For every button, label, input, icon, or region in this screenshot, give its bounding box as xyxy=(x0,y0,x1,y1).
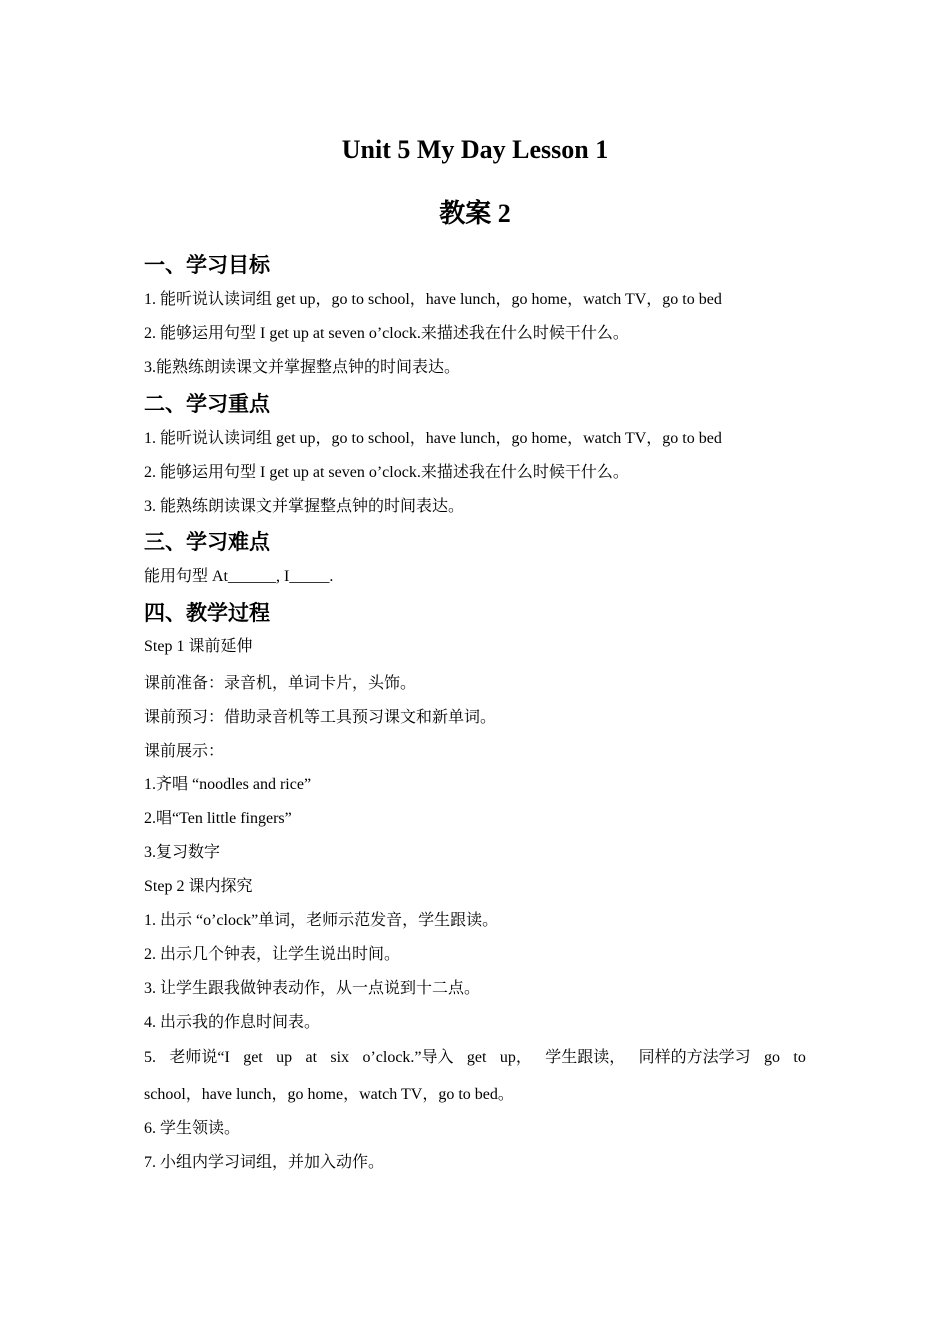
document-title: Unit 5 My Day Lesson 1 xyxy=(341,135,609,164)
step2-item-5-line-2: school，have lunch，go home，watch TV，go to bed。 xyxy=(144,1086,514,1103)
difficulty-item-1: 能用句型 At______, I_____. xyxy=(144,568,334,585)
step2-item-1: 1. 出示 “o’clock”单词，老师示范发音，学生跟读。 xyxy=(144,912,499,929)
step2-item-6: 6. 学生领读。 xyxy=(144,1120,241,1137)
step1-item-5: 2.唱“Ten little fingers” xyxy=(144,810,292,827)
step2-item-4: 4. 出示我的作息时间表。 xyxy=(144,1014,321,1031)
step2-item-7: 7. 小组内学习词组，并加入动作。 xyxy=(144,1154,385,1171)
step2-item-2: 2. 出示几个钟表，让学生说出时间。 xyxy=(144,946,401,963)
step1-item-4: 1.齐唱 “noodles and rice” xyxy=(144,776,312,793)
section-heading-difficulty: 三、学习难点 xyxy=(144,530,270,554)
step1-item-3: 课前展示： xyxy=(144,743,225,760)
focus-item-1: 1. 能听说认读词组 get up，go to school，have lunch，go home，watch TV，go to bed xyxy=(144,430,722,447)
goal-item-2: 2. 能够运用句型 I get up at seven o’clock.来描述我在什么时候干什么。 xyxy=(144,325,629,342)
document-subtitle: 教案 2 xyxy=(439,199,511,228)
step2-item-5-line-1 xyxy=(144,1047,806,1069)
focus-item-3: 3. 能熟练朗读课文并掌握整点钟的时间表达。 xyxy=(144,498,465,515)
step1-item-1: 课前准备：录音机，单词卡片，头饰。 xyxy=(144,675,417,692)
step1-item-6: 3.复习数字 xyxy=(144,844,221,861)
step2-item-3: 3. 让学生跟我做钟表动作，从一点说到十二点。 xyxy=(144,980,481,997)
section-heading-focus: 二、学习重点 xyxy=(144,392,270,416)
goal-item-1: 1. 能听说认读词组 get up，go to school，have lunch，go home，watch TV，go to bed xyxy=(144,291,722,308)
section-heading-goals: 一、学习目标 xyxy=(144,253,270,277)
focus-item-2: 2. 能够运用句型 I get up at seven o’clock.来描述我在什么时候干什么。 xyxy=(144,464,629,481)
step2-item-5-text: 5. 老师说“I get up at six o’clock.”导入 get up， 学生跟读， 同样的方法学习 go to xyxy=(144,1049,806,1066)
goal-item-3: 3.能熟练朗读课文并掌握整点钟的时间表达。 xyxy=(144,359,461,376)
step1-item-2: 课前预习：借助录音机等工具预习课文和新单词。 xyxy=(144,709,497,726)
step1-label: Step 1 课前延伸 xyxy=(144,638,253,655)
step2-label: Step 2 课内探究 xyxy=(144,878,253,895)
section-heading-process: 四、教学过程 xyxy=(144,601,270,625)
